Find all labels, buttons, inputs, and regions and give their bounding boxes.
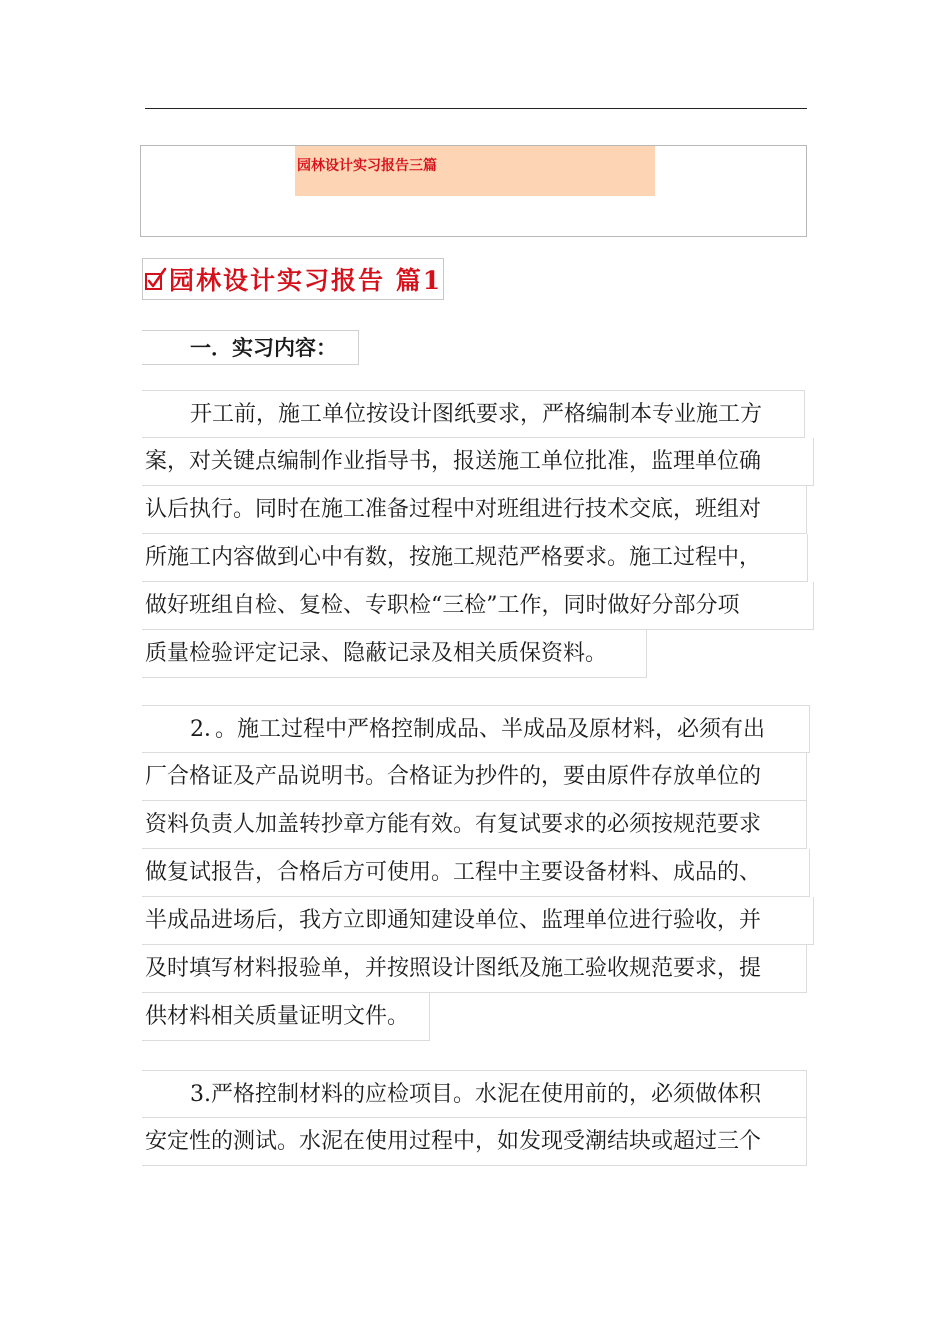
document-title: 园林设计实习报告三篇: [295, 146, 655, 196]
text-line: 厂合格证及产品说明书。合格证为抄件的，要由原件存放单位的: [142, 753, 807, 801]
paragraph-3: [142, 1070, 814, 1166]
top-rule: [145, 108, 807, 109]
text-line: 做复试报告，合格后方可使用。工程中主要设备材料、成品的、: [142, 849, 810, 897]
text-line: 3.严格控制材料的应检项目。水泥在使用前的，必须做体积: [142, 1070, 807, 1118]
subheading: 一．实习内容：: [142, 330, 359, 365]
section-heading: [142, 258, 444, 300]
header-box: [140, 145, 807, 237]
text-line: 质量检验评定记录、隐蔽记录及相关质保资料。: [142, 630, 647, 678]
text-line: 做好班组自检、复检、专职检“三检”工作，同时做好分部分项: [142, 582, 814, 630]
paragraph-1: [142, 390, 814, 678]
text-line: 所施工内容做到心中有数，按施工规范严格要求。施工过程中，: [142, 534, 808, 582]
text-line: 案，对关键点编制作业指导书，报送施工单位批准，监理单位确: [142, 438, 814, 486]
text-line: 认后执行。同时在施工准备过程中对班组进行技术交底，班组对: [142, 486, 807, 534]
text-line: 安定性的测试。水泥在使用过程中，如发现受潮结块或超过三个: [142, 1118, 807, 1166]
checkbox-checked-icon: [145, 267, 167, 291]
text-line: 开工前，施工单位按设计图纸要求，严格编制本专业施工方: [142, 390, 805, 438]
paragraph-2: [142, 705, 814, 1041]
text-line: 半成品进场后，我方立即通知建设单位、监理单位进行验收，并: [142, 897, 814, 945]
section-heading-text: 园林设计实习报告 篇1: [169, 266, 443, 295]
text-line: 2．。施工过程中严格控制成品、半成品及原材料，必须有出: [142, 705, 810, 753]
text-line: 资料负责人加盖转抄章方能有效。有复试要求的必须按规范要求: [142, 801, 807, 849]
text-line: 及时填写材料报验单，并按照设计图纸及施工验收规范要求，提: [142, 945, 807, 993]
text-line: 供材料相关质量证明文件。: [142, 993, 430, 1041]
